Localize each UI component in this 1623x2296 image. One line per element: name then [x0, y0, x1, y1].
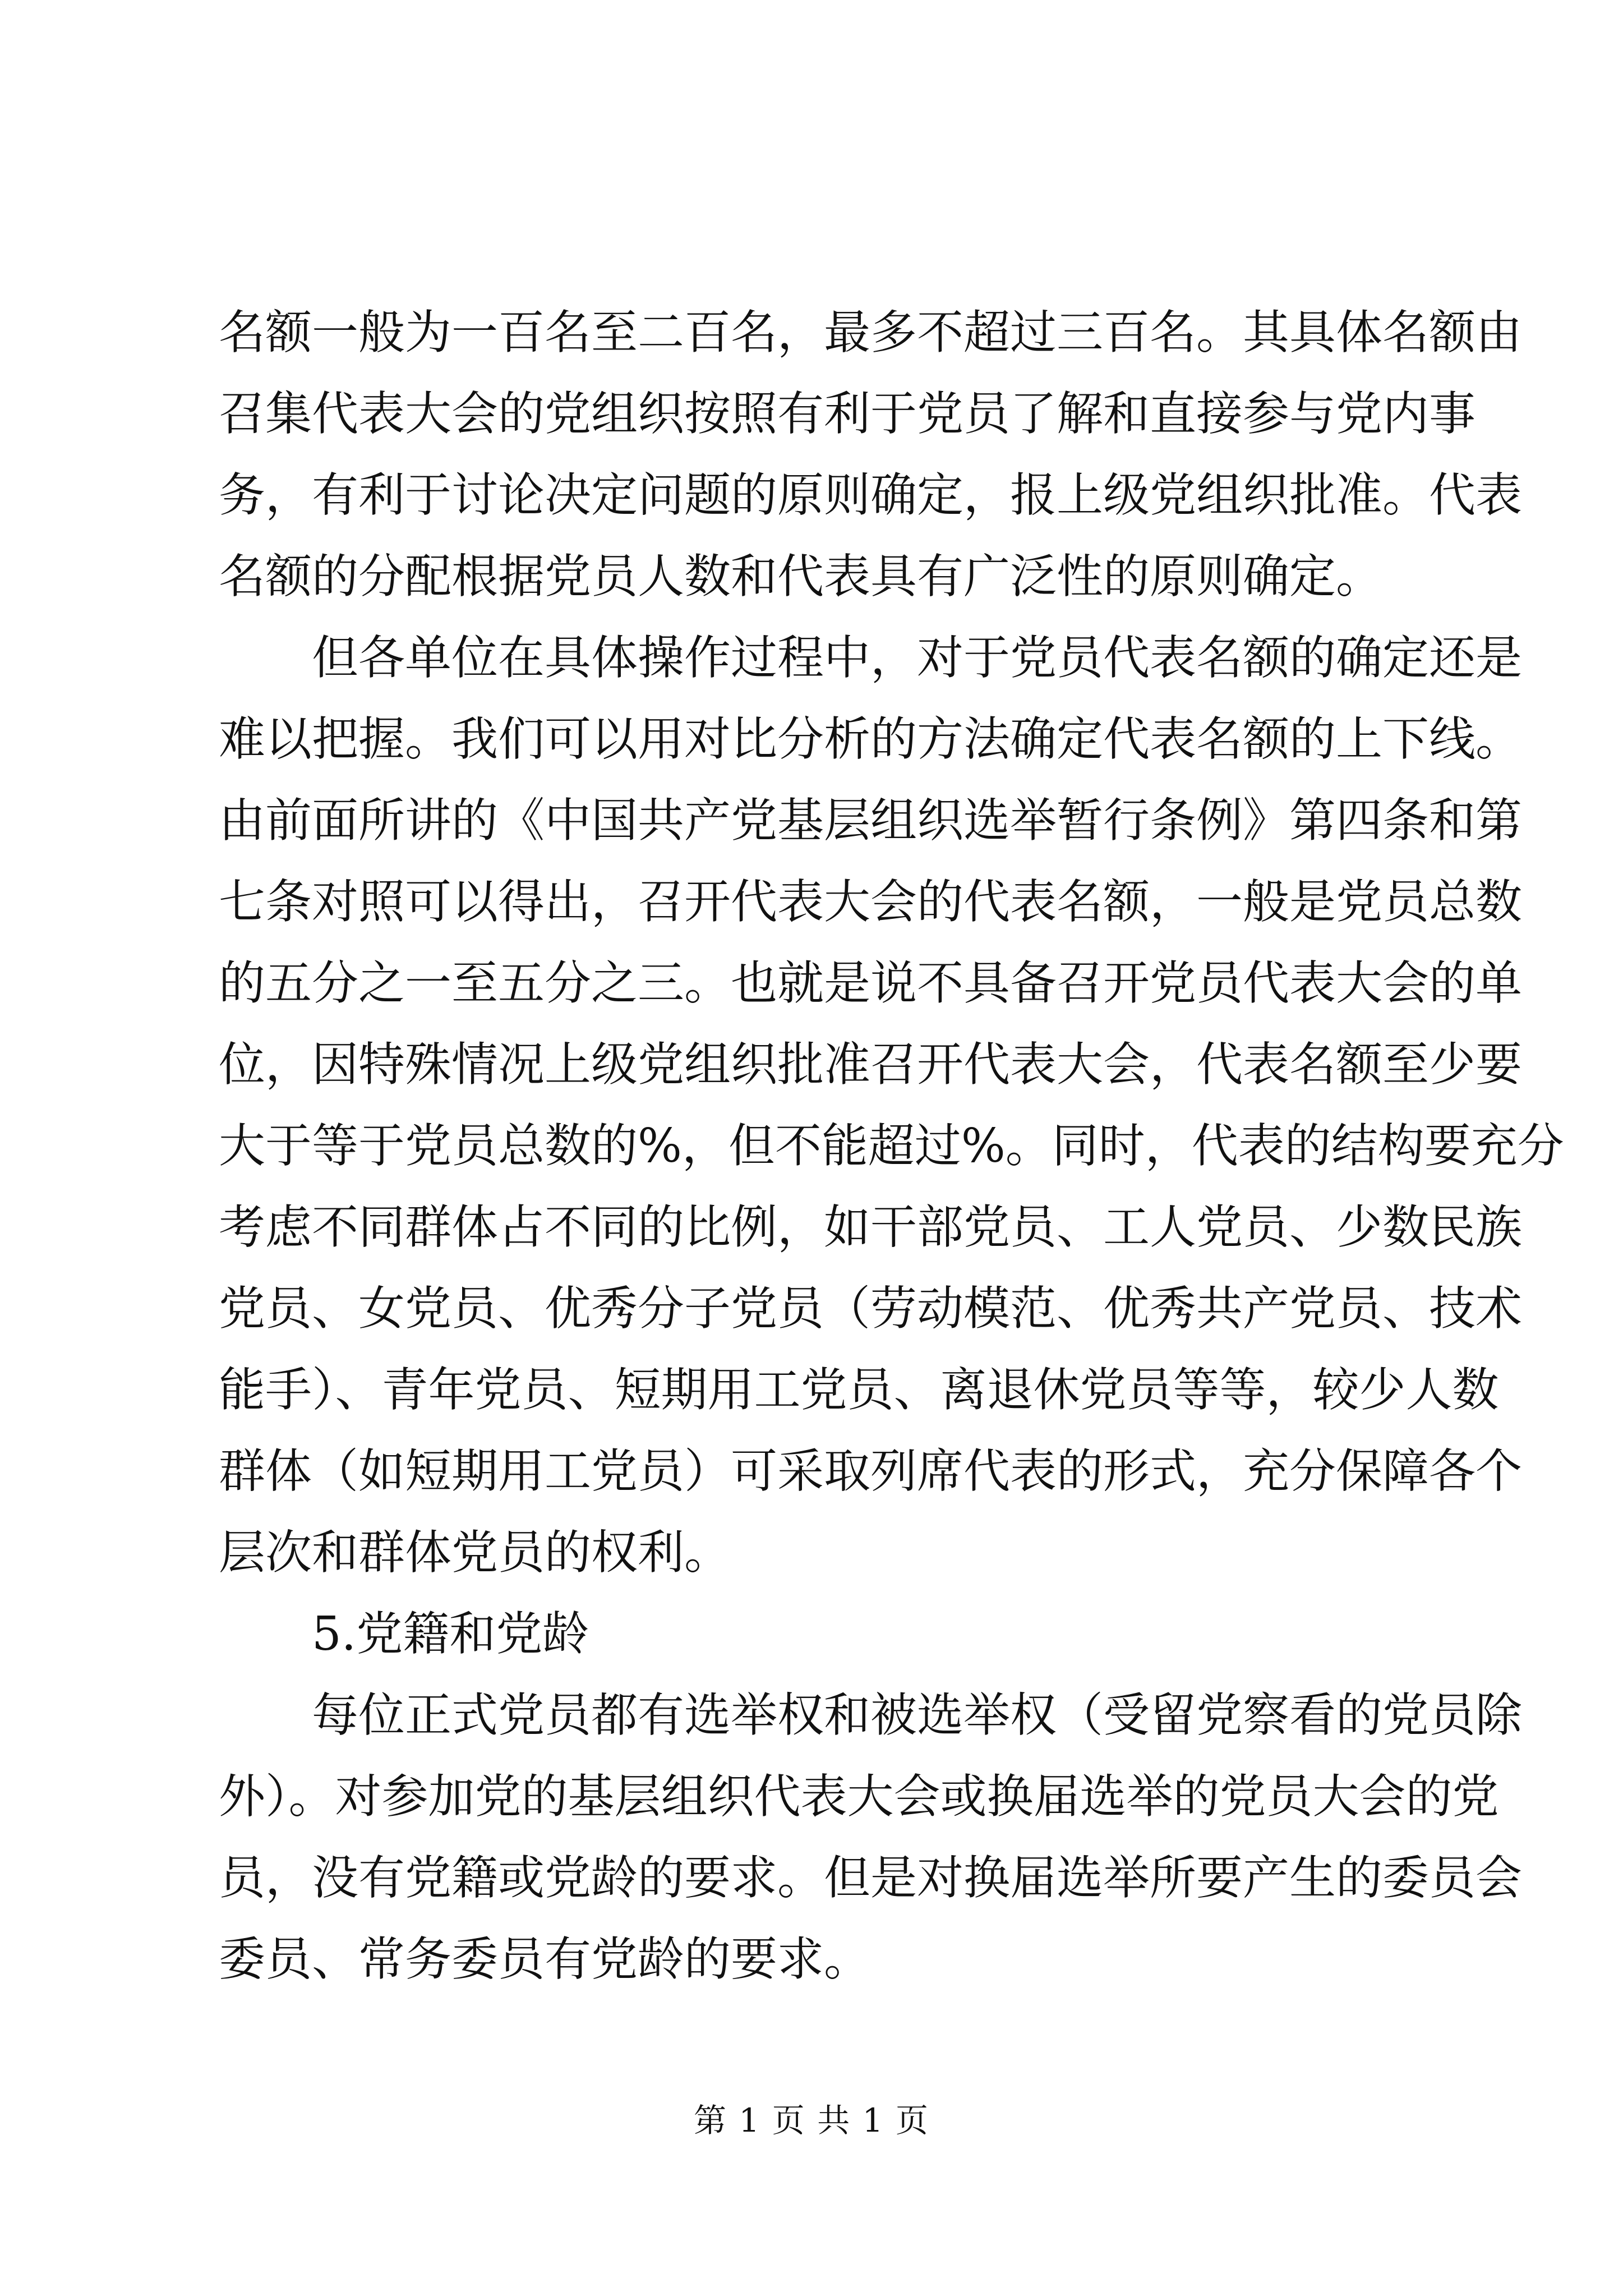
text-line: 的五分之一至五分之三。也就是说不具备召开党员代表大会的单 [219, 956, 1522, 1010]
text-line: 考虑不同群体占不同的比例，如干部党员、工人党员、少数民族 [219, 1200, 1522, 1254]
text-line: 难以把握。我们可以用对比分析的方法确定代表名额的上下线。 [219, 712, 1522, 766]
text-line: 党员、女党员、优秀分子党员（劳动模范、优秀共产党员、技术 [219, 1281, 1522, 1336]
text-line: 务，有利于讨论决定问题的原则确定，报上级党组织批准。代表 [219, 468, 1522, 522]
page-number: 第 1 页 共 1 页 [694, 2101, 929, 2139]
text-line: 委员、常务委员有党龄的要求。 [219, 1932, 870, 1986]
text-line: 层次和群体党员的权利。 [219, 1525, 731, 1580]
text-line: 名额的分配根据党员人数和代表具有广泛性的原则确定。 [219, 549, 1382, 604]
text-line: 由前面所讲的《中国共产党基层组织选举暂行条例》第四条和第 [219, 793, 1522, 848]
text-line: 群体（如短期用工党员）可采取列席代表的形式，充分保障各个 [219, 1444, 1522, 1498]
text-line: 能手）、青年党员、短期用工党员、离退休党员等等，较少人数 [219, 1363, 1499, 1417]
text-line: 大于等于党员总数的%，但不能超过%。同时，代表的结构要充分 [219, 1119, 1564, 1173]
text-line: 名额一般为一百名至二百名，最多不超过三百名。其具体名额由 [219, 305, 1522, 360]
text-line: 外）。对参加党的基层组织代表大会或换届选举的党员大会的党 [219, 1769, 1499, 1824]
text-line: 召集代表大会的党组织按照有利于党员了解和直接参与党内事 [219, 386, 1476, 441]
section-heading: 5.党籍和党龄 [312, 1607, 589, 1661]
text-line: 位，因特殊情况上级党组织批准召开代表大会，代表名额至少要 [219, 1037, 1522, 1092]
text-line: 但各单位在具体操作过程中，对于党员代表名额的确定还是 [312, 631, 1522, 685]
body-text [219, 292, 1564, 2000]
text-line: 员，没有党籍或党龄的要求。但是对换届选举所要产生的委员会 [219, 1851, 1522, 1905]
text-line: 每位正式党员都有选举权和被选举权（受留党察看的党员除 [312, 1688, 1522, 1742]
page-footer [0, 2098, 1623, 2143]
text-line: 七条对照可以得出，召开代表大会的代表名额，一般是党员总数 [219, 875, 1522, 929]
